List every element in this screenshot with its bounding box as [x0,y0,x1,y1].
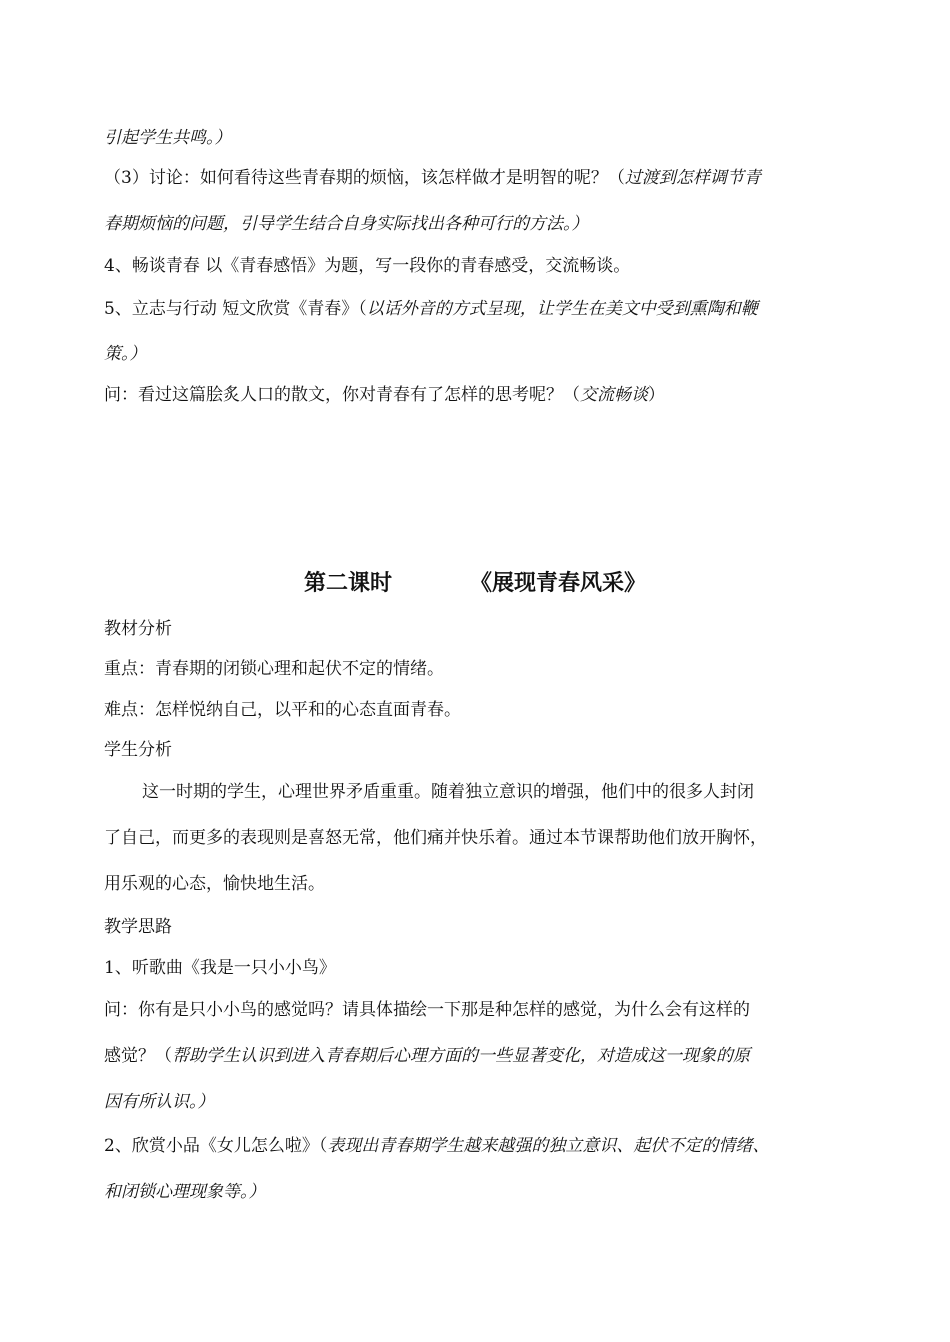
text-line: 和闭锁心理现象等。） [104,1182,266,1202]
text-line: 策。） [104,344,147,364]
text-line: 问：看过这篇脍炙人口的散文，你对青春有了怎样的思考呢？（交流畅谈） [104,385,665,405]
paragraph-line: 用乐观的心态，愉快地生活。 [104,874,325,894]
text-line: 4、畅谈青春 以《青春感悟》为题，写一段你的青春感受，交流畅谈。 [104,256,631,276]
text-line: 春期烦恼的问题，引导学生结合自身实际找出各种可行的方法。） [104,214,589,234]
text-line: 难点：怎样悦纳自己，以平和的心态直面青春。 [104,700,461,720]
lesson-title: 第二课时 《展现青春风采》 [303,571,647,596]
text-line: 1、听歌曲《我是一只小小鸟》 [104,958,336,978]
text-line: 因有所认识。） [104,1092,215,1112]
text-line: 2、欣赏小品《女儿怎么啦》（表现出青春期学生越来越强的独立意识、起伏不定的情绪、 [104,1136,770,1156]
text-line: 感觉？（帮助学生认识到进入青春期后心理方面的一些显著变化，对造成这一现象的原 [104,1046,750,1066]
text-line: 重点：青春期的闭锁心理和起伏不定的情绪。 [104,659,444,679]
paragraph-line: 了自己，而更多的表现则是喜怒无常，他们痛并快乐着。通过本节课帮助他们放开胸怀， [104,828,767,848]
section-heading: 教材分析 [104,619,172,639]
section-heading: 教学思路 [104,917,172,937]
text-line: （3）讨论：如何看待这些青春期的烦恼，该怎样做才是明智的呢？（过渡到怎样调节青 [104,168,761,188]
section-heading: 学生分析 [104,740,172,760]
text-line: 问：你有是只小小鸟的感觉吗？请具体描绘一下那是种怎样的感觉，为什么会有这样的 [104,1000,750,1020]
text-line: 引起学生共鸣。） [104,128,232,148]
paragraph-line: 这一时期的学生，心理世界矛盾重重。随着独立意识的增强，他们中的很多人封闭 [142,782,754,802]
text-line: 5、立志与行动 短文欣赏《青春》（以话外音的方式呈现，让学生在美文中受到熏陶和鞭 [104,299,758,319]
